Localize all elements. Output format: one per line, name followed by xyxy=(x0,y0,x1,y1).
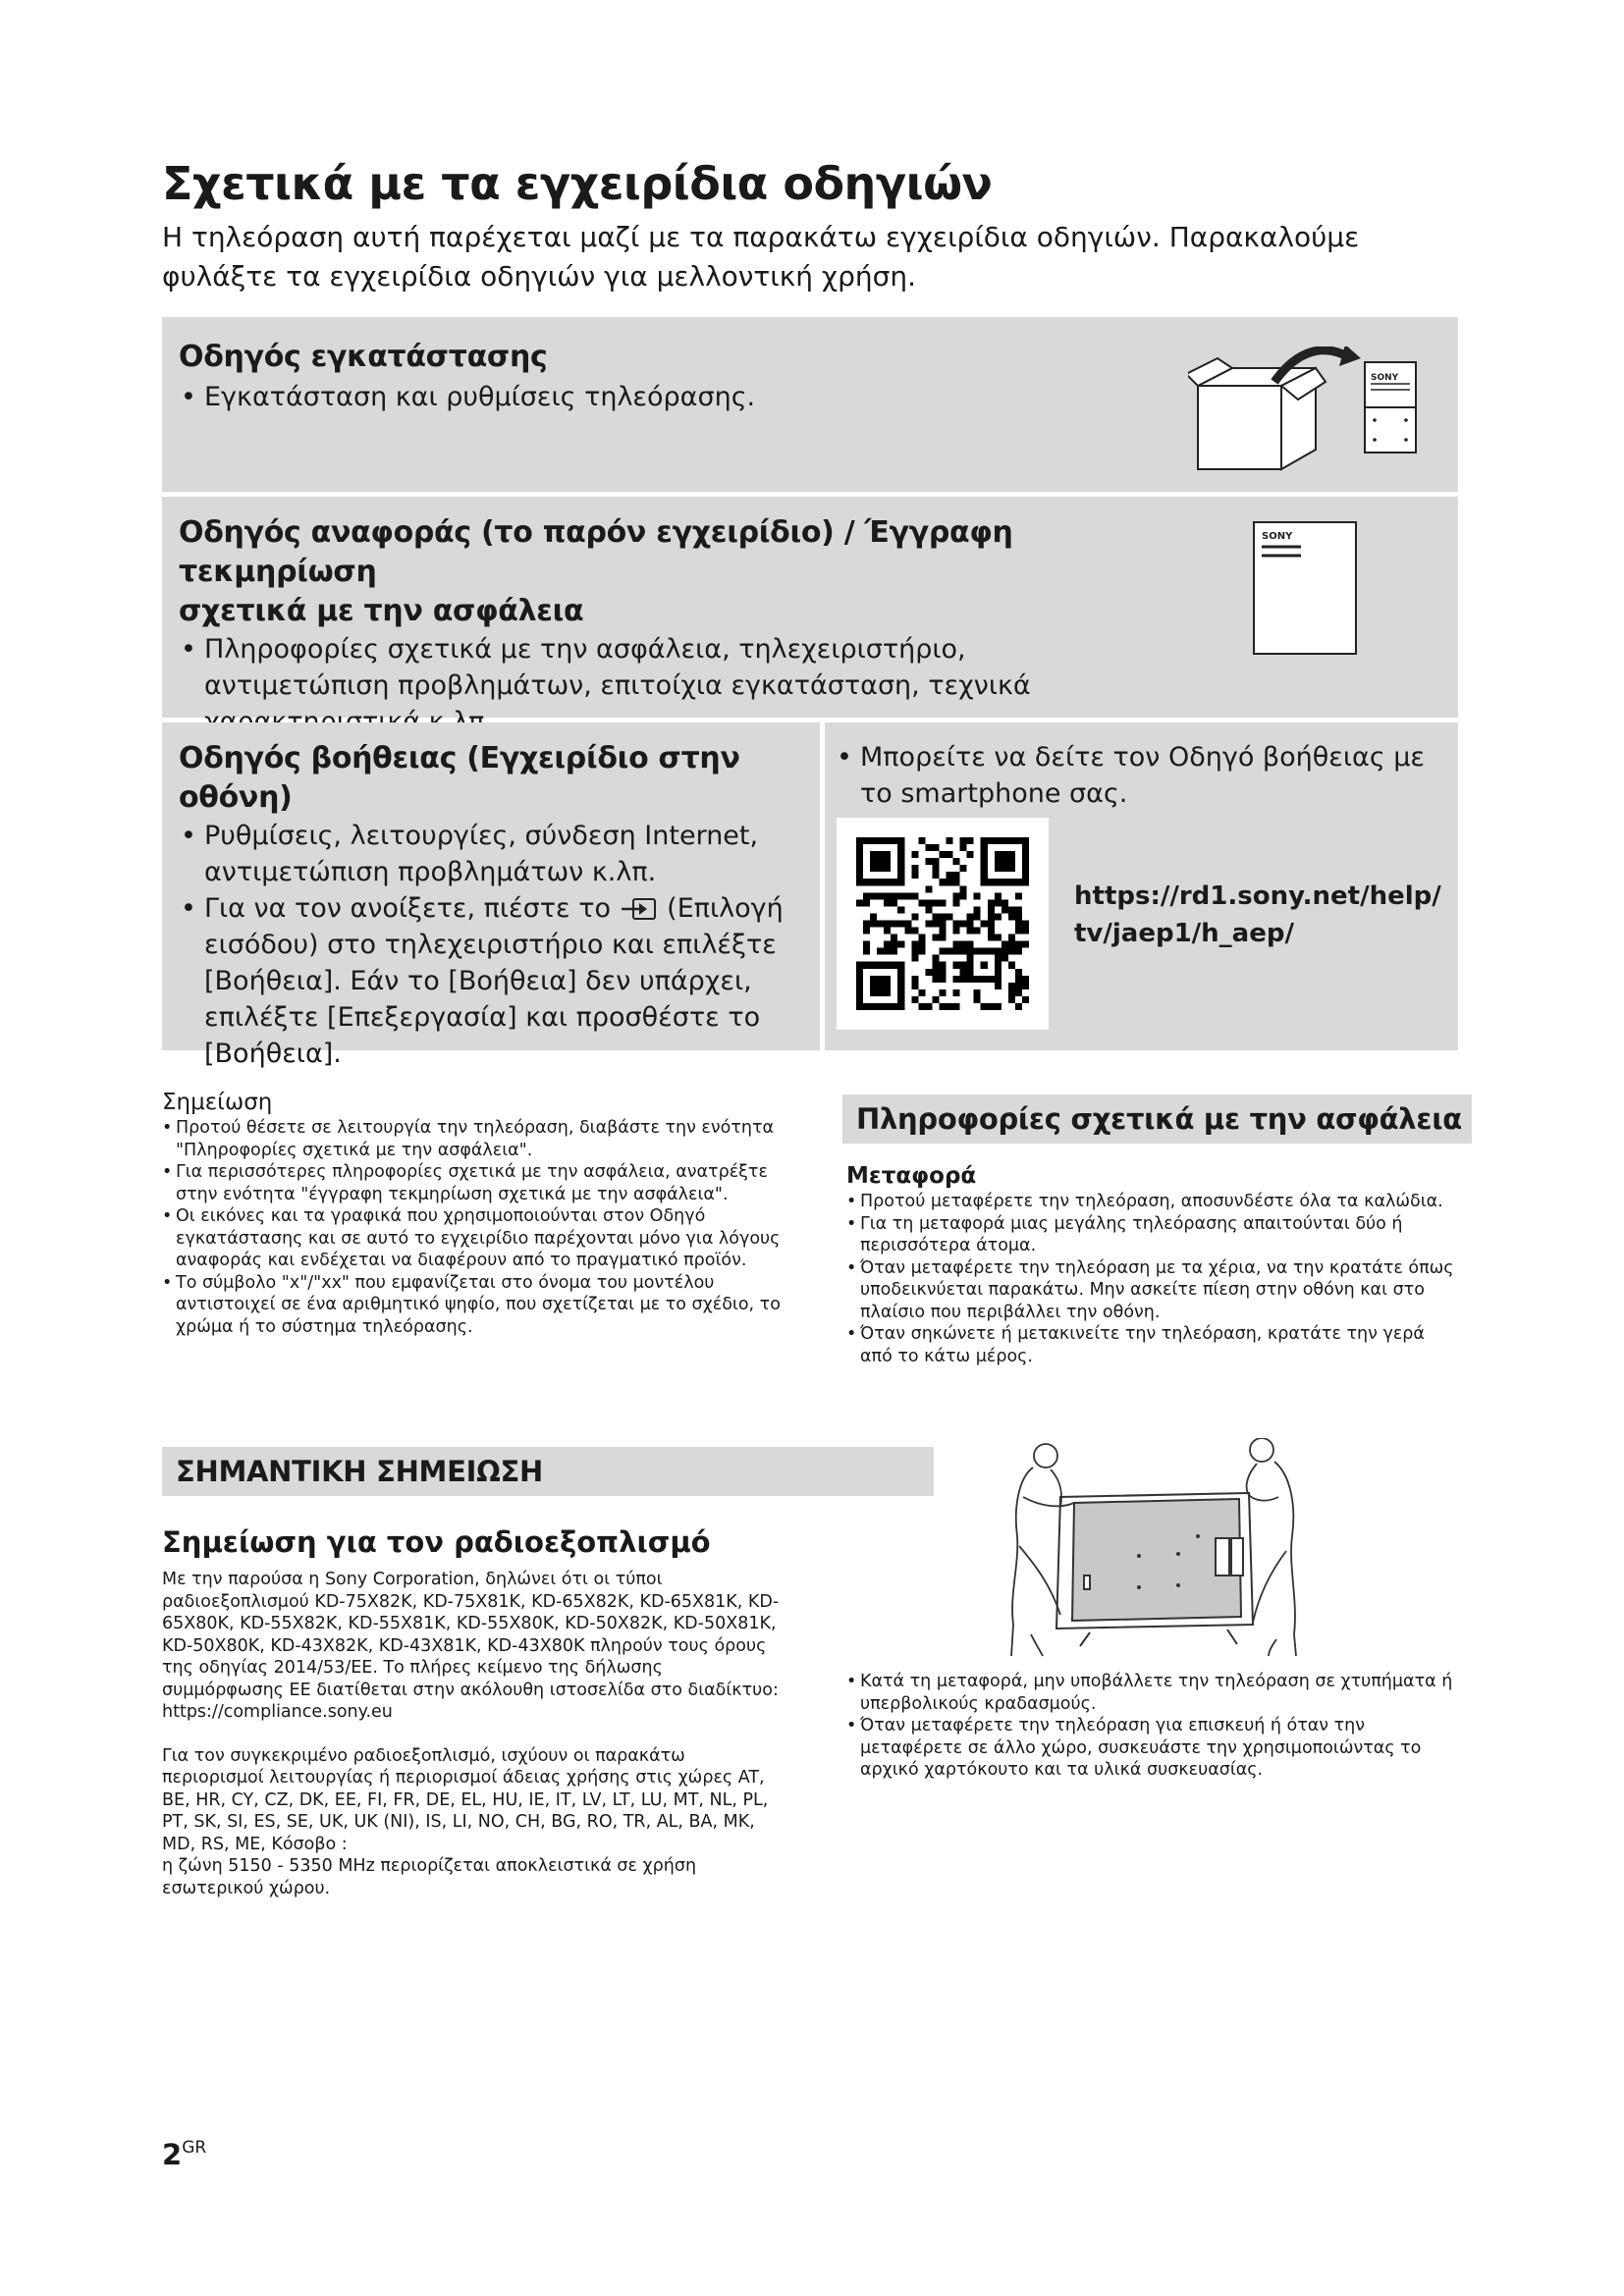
reference-guide-title-line1: Οδηγός αναφοράς (το παρόν εγχειρίδιο) / Έγγραφη τεκμηρίωση xyxy=(179,515,1013,589)
page-number-value: 2 xyxy=(162,2138,183,2171)
transport-item: • Για τη μεταφορά μιας μεγάλης τηλεόρασης απαιτούνται δύο ή περισσότερα άτομα. xyxy=(846,1213,1455,1257)
transport-item: • Κατά τη μεταφορά, μην υποβάλλετε την τηλεόραση σε χτυπήματα ή υπερβολικούς κραδασμούς. xyxy=(846,1671,1455,1715)
note-section xyxy=(162,1088,781,1338)
setup-guide-item: • Εγκατάσταση και ρυθμίσεις τηλεόρασης. xyxy=(179,379,1161,415)
page-title: Σχετικά με τα εγχειρίδια οδηγιών xyxy=(162,157,993,210)
note-item: • Προτού θέσετε σε λειτουργία την τηλεόραση, διαβάστε την ενότητα "Πληροφορίες σχετικά με την ασφάλεια". xyxy=(162,1117,781,1161)
radio-para2: Για τον συγκεκριμένο ραδιοεξοπλισμό, ισχύουν οι παρακάτω περιορισμοί λειτουργίας ή περιορισμοί άδειας χρήσης στις χώρες AT, BE, HR, CY, CZ, DK, EE, FI, FR, DE, EL, HU, IE, IT, LV, LT, LU, MT, NL, PL, PT, SK, SI, ES, SE, UK, UK (NI), IS, LI, NO, CH, BG, RO, TR, AL, BA, MK, MD, RS, ME, Κόσοβο : xyxy=(162,1745,769,1854)
help-guide-item: • Ρυθμίσεις, λειτουργίες, σύνδεση Internet, αντιμετώπιση προβλημάτων κ.λπ. xyxy=(179,818,797,890)
transport-list-after xyxy=(846,1671,1455,1782)
radio-section xyxy=(162,1569,781,1899)
smartphone-note: • Μπορείτε να δείτε τον Οδηγό βοήθειας με το smartphone σας. xyxy=(835,739,1443,812)
transport-item: • Όταν σηκώνετε ή μετακινείτε την τηλεόραση, κρατάτε την γερά από το κάτω μέρος. xyxy=(846,1323,1455,1367)
qr-code-panel xyxy=(837,818,1049,1030)
tv-box-with-guide-icon xyxy=(1188,347,1424,474)
radio-para3: η ζώνη 5150 - 5350 MHz περιορίζεται αποκλειστικά σε χρήση εσωτερικού χώρου. xyxy=(162,1856,697,1898)
two-people-carrying-tv-icon xyxy=(992,1438,1316,1659)
transport-list xyxy=(846,1191,1455,1367)
setup-box-logo: SONY xyxy=(1371,373,1399,383)
note-item: • Οι εικόνες και τα γραφικά που χρησιμοποιούνται στον Οδηγό εγκατάστασης και σε αυτό το εγχειρίδιο παρέχονται μόνο για λόγους αναφοράς και ενδέχεται να διαφέρουν από το πραγματικό προϊόν. xyxy=(162,1205,781,1272)
qr-code-icon[interactable] xyxy=(856,837,1029,1010)
important-heading: ΣΗΜΑΝΤΙΚΗ ΣΗΜΕΙΩΣΗ xyxy=(162,1447,934,1496)
note-item: • Το σύμβολο "x"/"xx" που εμφανίζεται στο όνομα του μοντέλου αντιστοιχεί σε ένα αριθμητικό ψηφίο, που σχετίζεται με το σχέδιο, το χρώμα ή το σύστημα τηλεόρασης. xyxy=(162,1272,781,1339)
transport-item: • Όταν μεταφέρετε την τηλεόραση για επισκευή ή όταν την μεταφέρετε σε άλλο χώρο, συσκευάστε την χρησιμοποιώντας το αρχικό χαρτόκουτο και τα υλικά συσκευασίας. xyxy=(846,1715,1455,1782)
transport-item: • Όταν μεταφέρετε την τηλεόραση με τα χέρια, να την κρατάτε όπως υποδεικνύεται παρακάτω. Μην ασκείτε πίεση στην οθόνη και στο πλαίσιο που περιβάλλει την οθόνη. xyxy=(846,1257,1455,1324)
input-select-icon xyxy=(620,897,659,921)
help-guide-item-open xyxy=(179,890,797,1072)
intro-text: Η τηλεόραση αυτή παρέχεται μαζί με τα παρακάτω εγχειρίδια οδηγιών. Παρακαλούμε φυλάξτε τα εγχειρίδια οδηγιών για μελλοντική χρήση. xyxy=(162,221,1360,293)
help-guide-box xyxy=(162,722,820,1069)
reference-doc-logo: SONY xyxy=(1262,531,1293,542)
setup-guide-box xyxy=(162,317,1458,492)
radio-para1: Με την παρούσα η Sony Corporation, δηλώνει ότι οι τύποι ραδιοεξοπλισμού KD-75X82K, KD-75X81K, KD-65X82K, KD-65X81K, KD-65X80K, KD-55X82K, KD-55X81K, KD-55X80K, KD-50X82K, KD-50X81K, KD-50X80K, KD-43X82K, KD-43X81K, KD-43X80K πληρούν τους όρους της οδηγίας 2014/53/ΕΕ. Το πλήρες κείμενο της δήλωσης συμμόρφωσης ΕΕ διατίθεται στην ακόλουθη ιστοσελίδα στο διαδίκτυο: xyxy=(162,1570,780,1700)
transport-item: • Προτού μεταφέρετε την τηλεόραση, αποσυνδέστε όλα τα καλώδια. xyxy=(846,1191,1455,1213)
help-url-line2[interactable]: tv/jaep1/h_aep/ xyxy=(1074,919,1294,948)
page-number xyxy=(162,2138,206,2171)
compliance-url[interactable]: https://compliance.sony.eu xyxy=(162,1702,393,1722)
help-guide-smartphone-box xyxy=(825,722,1458,1050)
reference-guide-title-line2: σχετικά με την ασφάλεια xyxy=(179,594,584,628)
radio-heading: Σημείωση για τον ραδιοεξοπλισμό xyxy=(162,1525,711,1559)
setup-guide-title: Οδηγός εγκατάστασης xyxy=(179,340,548,374)
reference-guide-box xyxy=(162,497,1458,718)
help-guide-title: Οδηγός βοήθειας (Εγχειρίδιο στην οθόνη) xyxy=(179,741,740,815)
help-open-text-2: (Επιλογή εισόδου) στο τηλεχειριστήριο και επιλέξτε [Βοήθεια]. Εάν το [Βοήθεια] δεν υπάρχει, επιλέξτε [Επεξεργασία] και προσθέστε το [Βοήθεια]. xyxy=(204,893,784,1069)
reference-guide-item: • Πληροφορίες σχετικά με την ασφάλεια, τηλεχειριστήριο, αντιμετώπιση προβλημάτων, επιτοίχια εγκατάσταση, τεχνικά xyxy=(179,631,1043,740)
note-heading: Σημείωση xyxy=(162,1090,273,1115)
help-open-text-1: Για να τον ανοίξετε, πιέστε το xyxy=(204,893,611,924)
manual-document-icon xyxy=(1252,520,1360,658)
note-item: • Για περισσότερες πληροφορίες σχετικά με την ασφάλεια, ανατρέξτε στην ενότητα "έγγραφη τεκμηρίωση σχετικά με την ασφάλεια". xyxy=(162,1161,781,1205)
page-number-suffix: GR xyxy=(182,2138,207,2158)
safety-heading: Πληροφορίες σχετικά με την ασφάλεια xyxy=(842,1095,1472,1144)
transport-heading: Μεταφορά xyxy=(846,1163,977,1189)
help-url-line1[interactable]: https://rd1.sony.net/help/ xyxy=(1074,881,1441,911)
